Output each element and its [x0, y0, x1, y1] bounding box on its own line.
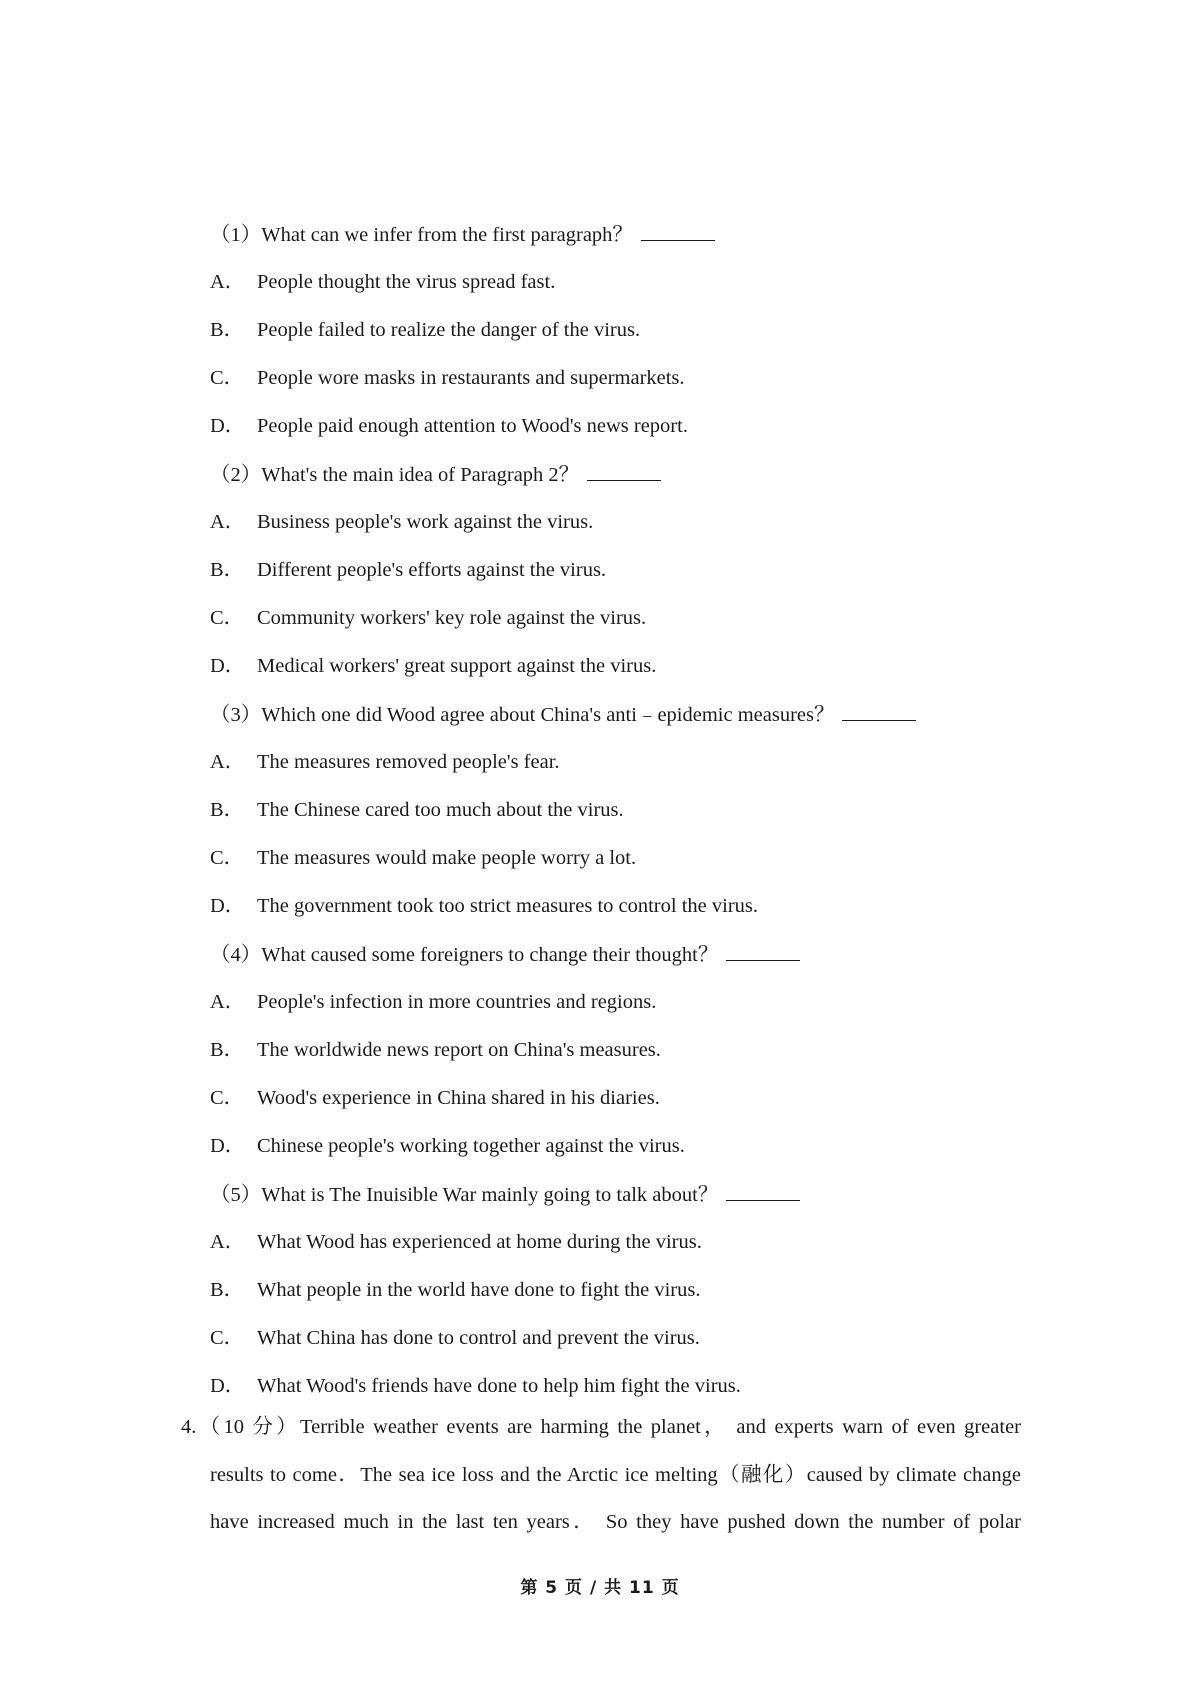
option-item — [210, 846, 636, 870]
question-stem — [210, 702, 916, 727]
option-item — [210, 1278, 700, 1302]
option-text: The government took too strict measures to control the virus. — [257, 895, 758, 917]
option-text: Chinese people's working together against the virus. — [257, 1135, 685, 1157]
question-stem-text: （2）What's the main idea of Paragraph 2？ — [210, 464, 580, 486]
passage-line: have increased much in the last ten years． So they have pushed down the number of polar — [210, 1511, 1021, 1533]
option-text: Different people's efforts against the virus. — [257, 559, 607, 581]
option-letter: D． — [210, 655, 246, 677]
question-4-passage — [181, 1404, 1021, 1547]
option-item — [210, 750, 560, 774]
option-text: What Wood has experienced at home during the virus. — [257, 1231, 702, 1253]
option-text: What people in the world have done to fight the virus. — [257, 1279, 701, 1301]
question-stem-text: （5）What is The Inuisible War mainly going to talk about？ — [210, 1184, 719, 1206]
option-text: What China has done to control and prevent the virus. — [257, 1327, 700, 1349]
question-stem-text: （4）What caused some foreigners to change their thought？ — [210, 944, 719, 966]
passage-line: results to come．The sea ice loss and the Arctic ice melting（融化）caused by climate change — [210, 1463, 1021, 1486]
answer-blank[interactable] — [726, 1182, 800, 1201]
option-letter: D． — [210, 895, 246, 917]
question-stem — [210, 222, 715, 247]
option-item — [210, 270, 555, 294]
option-letter: C． — [210, 607, 245, 629]
option-item — [210, 1374, 741, 1398]
option-letter: C． — [210, 847, 245, 869]
answer-blank[interactable] — [726, 942, 800, 961]
option-text: People failed to realize the danger of the virus. — [257, 319, 641, 341]
question-stem-text: （1）What can we infer from the first paragraph？ — [210, 224, 633, 246]
option-item — [210, 1230, 702, 1254]
option-letter: A． — [210, 991, 246, 1013]
option-item — [210, 990, 656, 1014]
option-item — [210, 1086, 660, 1110]
option-letter: A． — [210, 511, 246, 533]
option-letter: C． — [210, 367, 245, 389]
question-stem — [210, 942, 800, 967]
option-text: People wore masks in restaurants and supermarkets. — [257, 367, 685, 389]
option-letter: A． — [210, 1231, 246, 1253]
answer-blank[interactable] — [641, 222, 715, 241]
option-text: Medical workers' great support against the virus. — [257, 655, 657, 677]
option-letter: A． — [210, 751, 246, 773]
page-footer: 第 5 页 / 共 11 页 — [520, 1578, 680, 1598]
option-text: Business people's work against the virus. — [257, 511, 594, 533]
option-letter: A． — [210, 271, 246, 293]
option-letter: C． — [210, 1327, 245, 1349]
option-item — [210, 798, 624, 822]
option-letter: B． — [210, 559, 245, 581]
option-letter: B． — [210, 799, 245, 821]
option-text: What Wood's friends have done to help him fight the virus. — [257, 1375, 741, 1397]
option-letter: C． — [210, 1087, 245, 1109]
question-stem — [210, 1182, 800, 1207]
option-letter: D． — [210, 1135, 246, 1157]
question-stem — [210, 462, 661, 487]
option-text: Wood's experience in China shared in his diaries. — [257, 1087, 660, 1109]
option-text: People's infection in more countries and regions. — [257, 991, 657, 1013]
question-stem-text: （3）Which one did Wood agree about China's anti﹣epidemic measures？ — [210, 704, 835, 726]
option-text: People thought the virus spread fast. — [257, 271, 556, 293]
option-letter: D． — [210, 1375, 246, 1397]
option-text: The Chinese cared too much about the virus. — [257, 799, 624, 821]
passage-line: 4.（10 分）Terrible weather events are harming the planet， and experts warn of even greater — [181, 1416, 1021, 1438]
option-letter: B． — [210, 319, 245, 341]
option-item — [210, 894, 758, 918]
option-text: People paid enough attention to Wood's news report. — [257, 415, 688, 437]
option-letter: B． — [210, 1279, 245, 1301]
option-item — [210, 1134, 685, 1158]
option-text: The worldwide news report on China's measures. — [257, 1039, 661, 1061]
option-item — [210, 654, 656, 678]
option-letter: D． — [210, 415, 246, 437]
option-item — [210, 1326, 700, 1350]
answer-blank[interactable] — [587, 462, 661, 481]
option-item — [210, 558, 606, 582]
option-text: The measures removed people's fear. — [257, 751, 560, 773]
option-letter: B． — [210, 1039, 245, 1061]
option-item — [210, 510, 593, 534]
answer-blank[interactable] — [842, 702, 916, 721]
option-item — [210, 318, 640, 342]
option-text: Community workers' key role against the virus. — [257, 607, 647, 629]
option-item — [210, 366, 685, 390]
option-text: The measures would make people worry a lot. — [257, 847, 637, 869]
option-item — [210, 1038, 661, 1062]
option-item — [210, 414, 688, 438]
option-item — [210, 606, 646, 630]
